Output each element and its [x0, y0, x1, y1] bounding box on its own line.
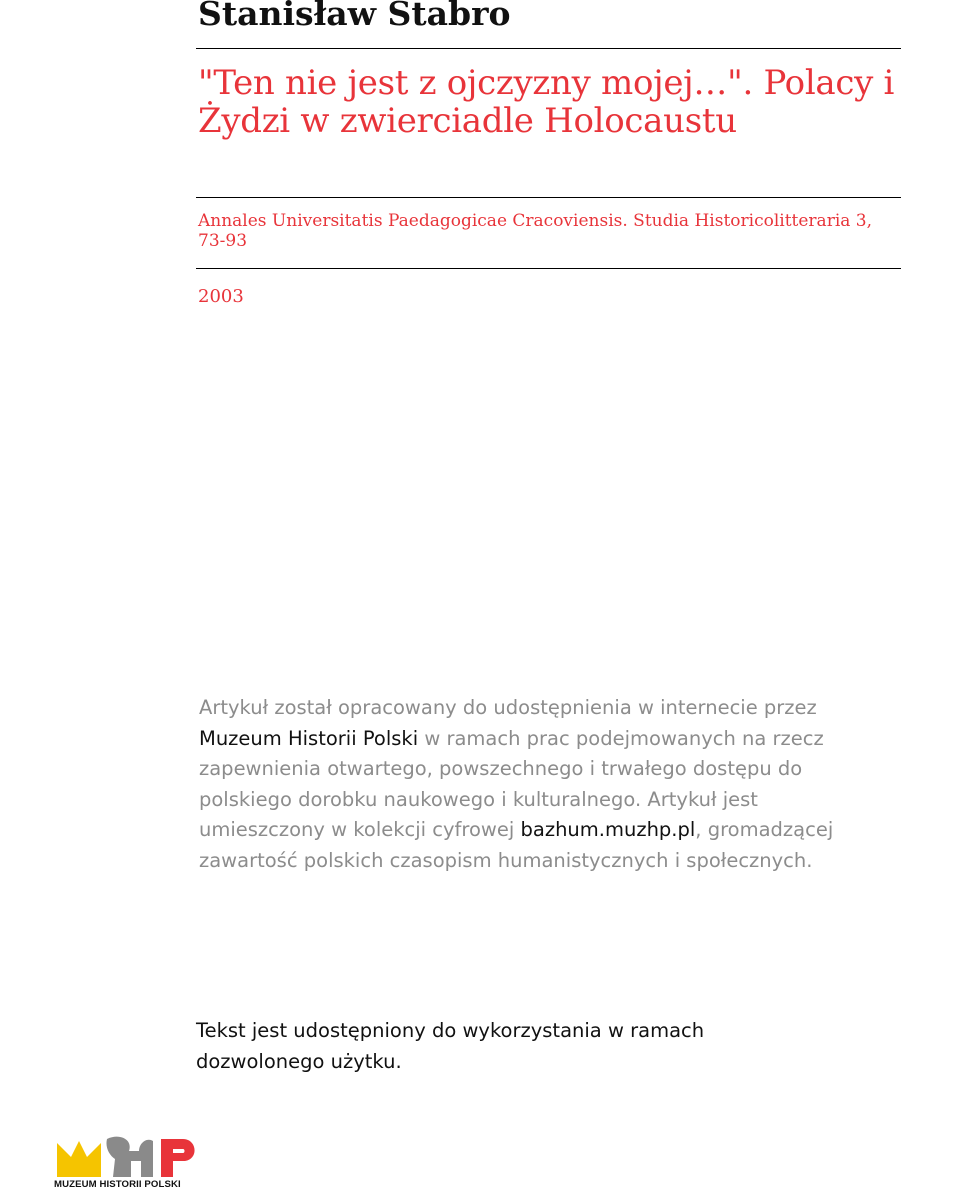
divider	[196, 48, 901, 49]
article-title: "Ten nie jest z ojczyzny mojej…". Polacy i Żydzi w zwierciadle Holocaustu	[198, 63, 895, 141]
logo-caption: MUZEUM HISTORII POLSKI	[54, 1179, 181, 1190]
digitization-notice	[199, 693, 889, 876]
museum-logo	[54, 1135, 204, 1193]
usage-notice: Tekst jest udostępniony do wykorzystania w ramach dozwolonego użytku.	[196, 1019, 705, 1073]
publication-year: 2003	[198, 286, 244, 307]
divider	[196, 197, 901, 198]
museum-logo-icon	[57, 1135, 199, 1177]
notice-text: Artykuł został opracowany do udostępnienia w internecie przez	[199, 696, 817, 719]
institution-name: Muzeum Historii Polski	[199, 726, 419, 750]
source-citation: Annales Universitatis Paedagogicae Cracoviensis. Studia Historicolitteraria 3, 73-93	[198, 211, 873, 251]
collection-link[interactable]: bazhum.muzhp.pl	[520, 818, 696, 841]
divider	[196, 268, 901, 269]
notice-text: , gromadzącej zawartość polskich czasopism humanistycznych i społecznych.	[199, 818, 834, 872]
notice-text: w ramach prac podejmowanych na rzecz zapewnienia otwartego, powszechnego i trwałego dostępu do polskiego dorobku naukowego i kulturalnego. Artykuł jest umieszczony w kolekcji cyfrowej	[199, 726, 824, 841]
author-name: Stanisław Stabro	[198, 0, 511, 33]
